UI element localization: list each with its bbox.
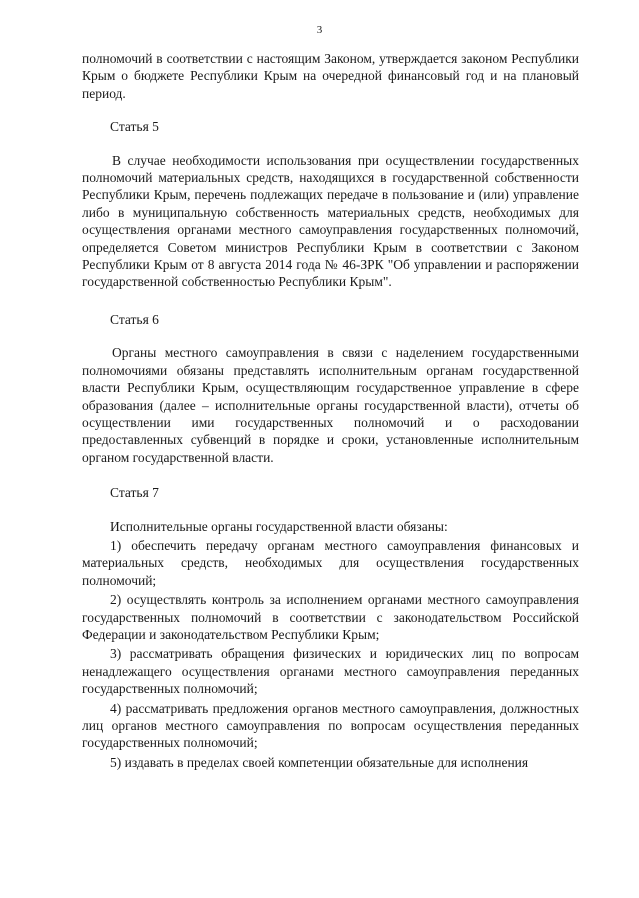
document-body	[82, 50, 579, 771]
article-7-item-4: 4) рассматривать предложения органов местного самоуправления, должностных лиц органов местного самоуправления по вопросам осуществления переданных государственных полномочий;	[82, 700, 579, 751]
article-5-heading: Статья 5	[110, 119, 159, 135]
article-7-item-5: 5) издавать в пределах своей компетенции обязательные для исполнения	[110, 754, 529, 770]
article-6-heading: Статья 6	[110, 311, 159, 327]
article-7-heading: Статья 7	[110, 485, 159, 501]
article-7-item-1: 1) обеспечить передачу органам местного самоуправления финансовых и материальных средств, необходимых для осуществления государственных полномочий;	[82, 537, 579, 588]
page-number: 3	[316, 24, 323, 36]
paragraph-intro: полномочий в соответствии с настоящим Законом, утверждается законом Республики Крым о бюджете Республики Крым на очередной финансовый год и на плановый период.	[82, 51, 579, 101]
article-7-lead: Исполнительные органы государственной власти обязаны:	[110, 518, 448, 534]
article-6-text: Органы местного самоуправления в связи с наделением государственными полномочиями обязаны представлять исполнительным органам государственной власти Республики Крым, осуществляющим государственное управление в сфере образования (далее – исполнительные органы государственной власти), отчеты об осуществлении ими государственных полномочий и о расходовании предоставленных субвенций в порядке и сроки, установленные исполнительным органом государственной власти.	[82, 345, 579, 465]
article-7-item-2: 2) осуществлять контроль за исполнением органами местного самоуправления государственных полномочий в соответствии с законодательством Российской Федерации и законодательством Республики Крым;	[82, 592, 579, 642]
article-7-item-3: 3) рассматривать обращения физических и юридических лиц по вопросам ненадлежащего осуществления органами местного самоуправления переданных государственных полномочий;	[82, 646, 579, 697]
article-5-text: В случае необходимости использования при осуществлении государственных полномочий материальных средств, находящихся в государственной собственности Республики Крым, перечень подлежащих передаче в пользование и (или) управление либо в муниципальную собственность материальных средств, необходимых для осуществления органами местного самоуправления государственных полномочий, определяется Советом министров Республики Крым в соответствии с Законом Республики Крым от 8 августа 2014 года № 46-ЗРК "Об управлении и распоряжении государственной собственностью Республики Крым".	[82, 152, 579, 290]
